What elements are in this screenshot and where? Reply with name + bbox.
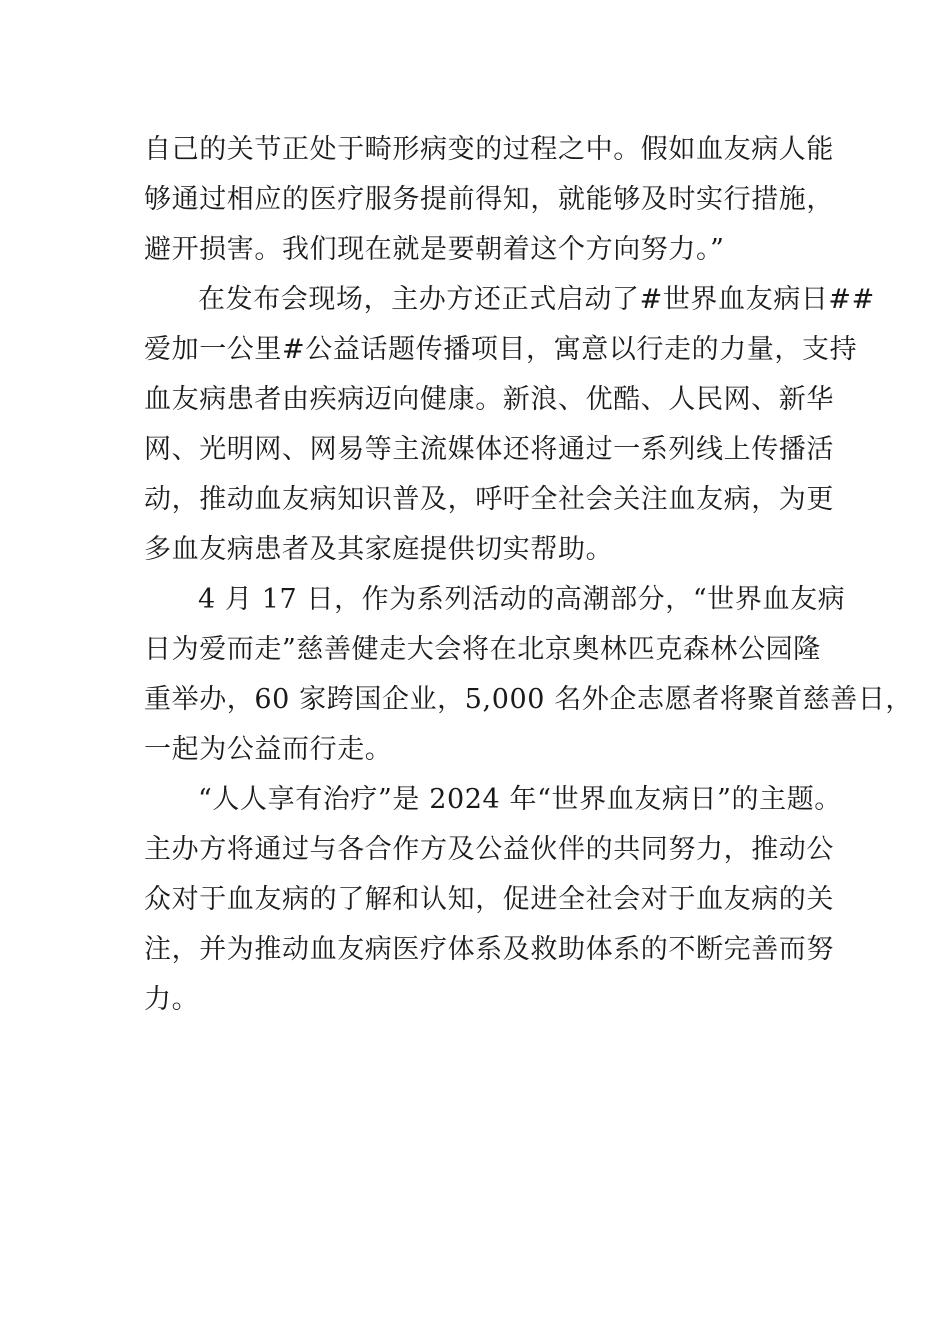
paragraph-first-line: 在发布会现场，主办方还正式启动了#世界血友病日## [198,284,875,315]
text-line: 主办方将通过与各合作方及公益伙伴的共同努力，推动公 [144,834,834,865]
text-line: 血友病患者由疾病迈向健康。新浪、优酷、人民网、新华 [144,384,834,415]
text-line: 爱加一公里#公益话题传播项目，寓意以行走的力量，支持 [144,334,858,365]
text-line: 一起为公益而行走。 [144,734,393,765]
text-line: 避开损害。我们现在就是要朝着这个方向努力。” [144,234,725,265]
text-line: 注，并为推动血友病医疗体系及救助体系的不断完善而努 [144,934,834,965]
text-line: 日为爱而走”慈善健走大会将在北京奥林匹克森林公园隆 [144,634,821,665]
text-line: 力。 [144,984,200,1015]
paragraph-first-line: “人人享有治疗”是 2024 年“世界血友病日”的主题。 [198,784,842,815]
text-line: 动，推动血友病知识普及，呼吁全社会关注血友病，为更 [144,484,834,515]
text-line: 网、光明网、网易等主流媒体还将通过一系列线上传播活 [144,434,834,465]
text-line: 够通过相应的医疗服务提前得知，就能够及时实行措施， [144,184,834,215]
text-line: 众对于血友病的了解和认知，促进全社会对于血友病的关 [144,884,834,915]
text-line: 重举办，60 家跨国企业，5,000 名外企志愿者将聚首慈善日， [144,684,914,715]
text-line: 多血友病患者及其家庭提供切实帮助。 [144,534,614,565]
text-line: 自己的关节正处于畸形病变的过程之中。假如血友病人能 [144,134,834,165]
paragraph-first-line: 4 月 17 日，作为系列活动的高潮部分，“世界血友病 [198,584,846,615]
